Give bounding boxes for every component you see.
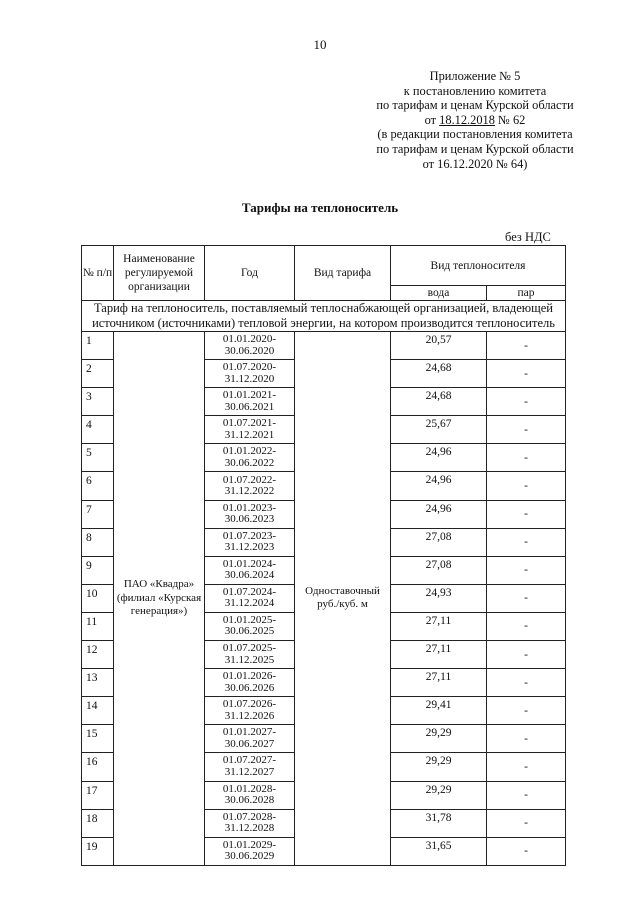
row-number: 18 (82, 809, 114, 837)
period-start: 01.01.2029- (222, 838, 277, 851)
header-num: № п/п (82, 246, 114, 301)
period-end: 31.12.2026 (224, 709, 275, 722)
steam-tariff-cell: - (487, 725, 566, 753)
vat-note: без НДС (505, 230, 551, 244)
water-tariff-cell: 25,67 (391, 416, 487, 444)
period-start: 01.07.2024- (222, 585, 277, 598)
header-tariff-type: Вид тарифа (295, 246, 391, 301)
header-water: вода (391, 286, 487, 301)
resolution-date: 18.12.2018 (439, 112, 495, 127)
row-number: 3 (82, 388, 114, 416)
header-year: Год (205, 246, 295, 301)
row-number: 19 (82, 837, 114, 865)
page-number: 10 (313, 37, 327, 52)
period-end: 30.06.2029 (224, 850, 275, 863)
steam-tariff-cell: - (487, 332, 566, 360)
header-carrier: Вид теплоносителя (391, 246, 566, 286)
steam-tariff-cell: - (487, 528, 566, 556)
steam-tariff-cell: - (487, 809, 566, 837)
period-cell (205, 472, 295, 500)
water-tariff-cell: 24,96 (391, 444, 487, 472)
steam-tariff-cell: - (487, 500, 566, 528)
period-start: 01.01.2024- (222, 557, 277, 570)
steam-tariff-cell: - (487, 641, 566, 669)
water-tariff-cell: 20,57 (391, 332, 487, 360)
water-tariff-cell: 29,41 (391, 697, 487, 725)
period-cell (205, 360, 295, 388)
steam-tariff-cell: - (487, 416, 566, 444)
water-tariff-cell: 29,29 (391, 753, 487, 781)
period-cell (205, 641, 295, 669)
appendix-line: (в редакции постановления комитета (377, 127, 573, 142)
period-start: 01.07.2022- (222, 473, 277, 486)
row-number: 1 (82, 332, 114, 360)
period-cell (205, 753, 295, 781)
steam-tariff-cell: - (487, 472, 566, 500)
period-start: 01.07.2026- (222, 698, 277, 711)
period-end: 30.06.2027 (224, 737, 275, 750)
tariff-table (81, 245, 566, 866)
resolution-number: № 62 (494, 112, 526, 127)
period-start: 01.07.2020- (222, 361, 277, 374)
appendix-date-line (360, 113, 590, 128)
row-number: 4 (82, 416, 114, 444)
period-start: 01.07.2027- (222, 754, 277, 767)
period-start: 01.01.2021- (222, 389, 277, 402)
period-start: 01.01.2023- (222, 501, 277, 514)
section-title: Тариф на теплоноситель, поставляемый теплоснабжающей организацией, владеющей источником (источниками) тепловой энергии, на котором производится теплоноситель (82, 301, 566, 332)
period-start: 01.07.2028- (222, 810, 277, 823)
period-cell (205, 556, 295, 584)
period-end: 30.06.2024 (224, 569, 275, 582)
period-cell (205, 332, 295, 360)
steam-tariff-cell: - (487, 584, 566, 612)
water-tariff-cell: 31,78 (391, 809, 487, 837)
period-cell (205, 388, 295, 416)
appendix-line: к постановлению комитета (403, 83, 547, 98)
steam-tariff-cell: - (487, 360, 566, 388)
period-cell (205, 528, 295, 556)
appendix-line: Приложение № 5 (429, 69, 521, 83)
steam-tariff-cell: - (487, 612, 566, 640)
period-start: 01.01.2028- (222, 782, 277, 795)
steam-tariff-cell: - (487, 669, 566, 697)
appendix-header (360, 69, 590, 171)
period-cell (205, 416, 295, 444)
period-start: 01.01.2025- (222, 613, 277, 626)
water-tariff-cell: 27,11 (391, 669, 487, 697)
row-number: 15 (82, 725, 114, 753)
steam-tariff-cell: - (487, 753, 566, 781)
header-organization: Наименование регулируемой организации (114, 246, 205, 301)
water-tariff-cell: 24,93 (391, 584, 487, 612)
period-end: 31.12.2021 (224, 428, 275, 441)
period-end: 31.12.2023 (224, 541, 275, 554)
water-tariff-cell: 24,96 (391, 472, 487, 500)
period-start: 01.01.2026- (222, 670, 277, 683)
period-end: 31.12.2028 (224, 822, 275, 835)
appendix-line: по тарифам и ценам Курской области (376, 98, 574, 113)
steam-tariff-cell: - (487, 781, 566, 809)
period-end: 30.06.2025 (224, 625, 275, 638)
steam-tariff-cell: - (487, 556, 566, 584)
table-row (82, 332, 566, 360)
period-start: 01.07.2023- (222, 529, 277, 542)
period-cell (205, 837, 295, 865)
water-tariff-cell: 24,68 (391, 388, 487, 416)
date-prefix: от (424, 112, 440, 127)
period-start: 01.01.2020- (222, 333, 277, 346)
water-tariff-cell: 31,65 (391, 837, 487, 865)
period-end: 31.12.2025 (224, 653, 275, 666)
row-number: 8 (82, 528, 114, 556)
row-number: 10 (82, 584, 114, 612)
period-start: 01.01.2022- (222, 445, 277, 458)
period-cell (205, 725, 295, 753)
water-tariff-cell: 29,29 (391, 781, 487, 809)
row-number: 2 (82, 360, 114, 388)
period-cell (205, 500, 295, 528)
water-tariff-cell: 24,96 (391, 500, 487, 528)
period-start: 01.07.2025- (222, 642, 277, 655)
water-tariff-cell: 24,68 (391, 360, 487, 388)
row-number: 14 (82, 697, 114, 725)
water-tariff-cell: 29,29 (391, 725, 487, 753)
steam-tariff-cell: - (487, 388, 566, 416)
row-number: 7 (82, 500, 114, 528)
row-number: 5 (82, 444, 114, 472)
steam-tariff-cell: - (487, 697, 566, 725)
period-end: 30.06.2028 (224, 794, 275, 807)
appendix-line: по тарифам и ценам Курской области (376, 141, 574, 156)
water-tariff-cell: 27,11 (391, 641, 487, 669)
row-number: 9 (82, 556, 114, 584)
period-cell (205, 444, 295, 472)
period-end: 30.06.2022 (224, 456, 275, 469)
row-number: 12 (82, 641, 114, 669)
period-end: 30.06.2023 (224, 513, 275, 526)
water-tariff-cell: 27,08 (391, 556, 487, 584)
period-cell (205, 781, 295, 809)
period-end: 31.12.2027 (224, 765, 275, 778)
row-number: 6 (82, 472, 114, 500)
period-cell (205, 612, 295, 640)
period-end: 30.06.2021 (224, 400, 275, 413)
header-steam: пар (487, 286, 566, 301)
period-end: 31.12.2022 (224, 485, 275, 498)
period-end: 30.06.2026 (224, 681, 275, 694)
period-cell (205, 697, 295, 725)
row-number: 13 (82, 669, 114, 697)
document-title: Тарифы на теплоноситель (241, 200, 399, 215)
period-end: 31.12.2020 (224, 372, 275, 385)
steam-tariff-cell: - (487, 837, 566, 865)
water-tariff-cell: 27,08 (391, 528, 487, 556)
period-cell (205, 669, 295, 697)
period-end: 30.06.2020 (224, 344, 275, 357)
period-cell (205, 809, 295, 837)
period-start: 01.07.2021- (222, 417, 277, 430)
period-cell (205, 584, 295, 612)
water-tariff-cell: 27,11 (391, 612, 487, 640)
appendix-line: от 16.12.2020 № 64) (422, 156, 528, 171)
row-number: 17 (82, 781, 114, 809)
organization-cell: ПАО «Квадра» (филиал «Курская генерация») (114, 332, 205, 866)
period-start: 01.01.2027- (222, 726, 277, 739)
row-number: 11 (82, 612, 114, 640)
row-number: 16 (82, 753, 114, 781)
period-end: 31.12.2024 (224, 597, 275, 610)
tariff-type-cell: Одноставочный руб./куб. м (295, 332, 391, 866)
steam-tariff-cell: - (487, 444, 566, 472)
